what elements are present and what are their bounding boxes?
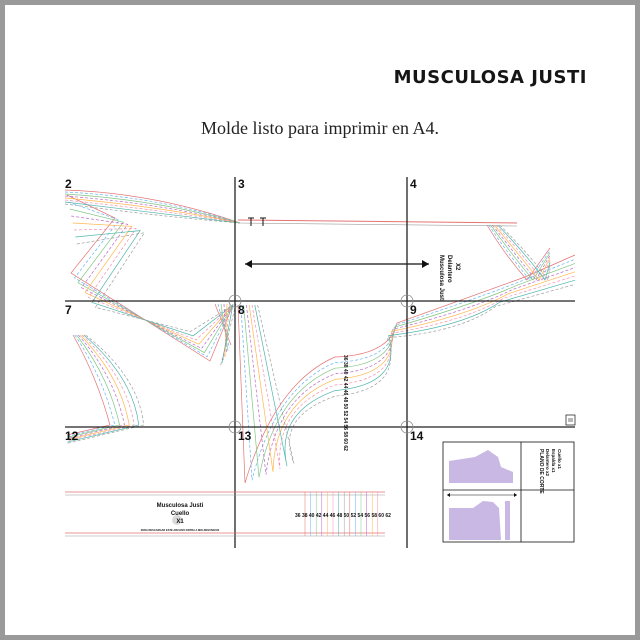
collar-size-list: 36 38 40 42 44 46 48 50 52 54 56 58 60 62 bbox=[295, 513, 391, 519]
collar-label-note: PARA DESCARGAR ESTE ARCHIVO ENTRA A MOLDESUNICOS bbox=[140, 529, 220, 532]
page-number-2: 2 bbox=[65, 177, 72, 191]
page-number-14: 14 bbox=[410, 429, 424, 443]
size-outlines bbox=[65, 190, 575, 483]
back-neck-curve-size-line bbox=[65, 190, 240, 361]
front-neck-curve-size-line bbox=[498, 225, 550, 280]
front-neck-curve-size-line bbox=[489, 225, 550, 280]
pattern-page bbox=[5, 5, 635, 635]
cutting-plan-title: PLANO DE CORTE bbox=[538, 449, 544, 494]
page-number-9: 9 bbox=[410, 303, 417, 317]
collar-label-title: Musculosa Justi bbox=[156, 503, 204, 509]
cutting-plan bbox=[443, 442, 574, 542]
cutting-plan-line1: Delantero x2 bbox=[545, 449, 550, 477]
front-top-edge-inner bbox=[238, 223, 517, 226]
front-label-qty: X2 bbox=[454, 263, 460, 271]
back-neck-curve-size-line bbox=[65, 204, 240, 332]
grainline-arrow bbox=[245, 260, 429, 268]
front-label-title: Musculosa Justi bbox=[438, 255, 444, 302]
page-number-12: 12 bbox=[65, 429, 79, 443]
back-neck-curve bbox=[65, 190, 240, 361]
notch-marks bbox=[248, 218, 266, 226]
page-subtitle: Molde listo para imprimir en A4. bbox=[201, 118, 439, 138]
front-size-list bbox=[342, 355, 348, 451]
svg-text:36 38 40 42 44 46 48 50 52 54: 36 38 40 42 44 46 48 50 52 54 56 58 60 62 bbox=[342, 355, 348, 451]
back-neck-curve-size-line bbox=[65, 196, 240, 348]
left-armhole-curve-size-line bbox=[67, 335, 115, 436]
page-number-13: 13 bbox=[238, 429, 252, 443]
front-label-piece: Delantero bbox=[446, 255, 452, 283]
left-armhole-curve-size-line bbox=[67, 335, 124, 439]
page-number-4: 4 bbox=[410, 177, 417, 191]
front-neck-curve bbox=[487, 225, 550, 280]
pattern-sheet bbox=[5, 5, 635, 635]
page-number-3: 3 bbox=[238, 177, 245, 191]
scale-marker bbox=[566, 415, 575, 425]
brand-title: MUSCULOSA JUSTI bbox=[393, 67, 587, 88]
collar-label-piece: Cuello bbox=[170, 511, 190, 517]
front-top-edge bbox=[238, 220, 517, 223]
left-armhole-curve-size-line bbox=[67, 335, 110, 435]
back-neck-curve-size-line bbox=[65, 202, 240, 336]
back-neck-curve-size-line bbox=[65, 200, 240, 340]
plan-collar-piece bbox=[505, 501, 510, 540]
cutting-plan-line2: Espalda x1 bbox=[551, 449, 556, 473]
cutting-plan-line3: Cuello x1 bbox=[557, 449, 562, 470]
page-number-8: 8 bbox=[238, 303, 245, 317]
front-neck-curve-size-line bbox=[500, 225, 550, 280]
page-number-7: 7 bbox=[65, 303, 72, 317]
collar-label-qty: X1 bbox=[176, 519, 184, 525]
front-piece-label bbox=[438, 255, 460, 302]
collar-strip bbox=[65, 492, 391, 536]
